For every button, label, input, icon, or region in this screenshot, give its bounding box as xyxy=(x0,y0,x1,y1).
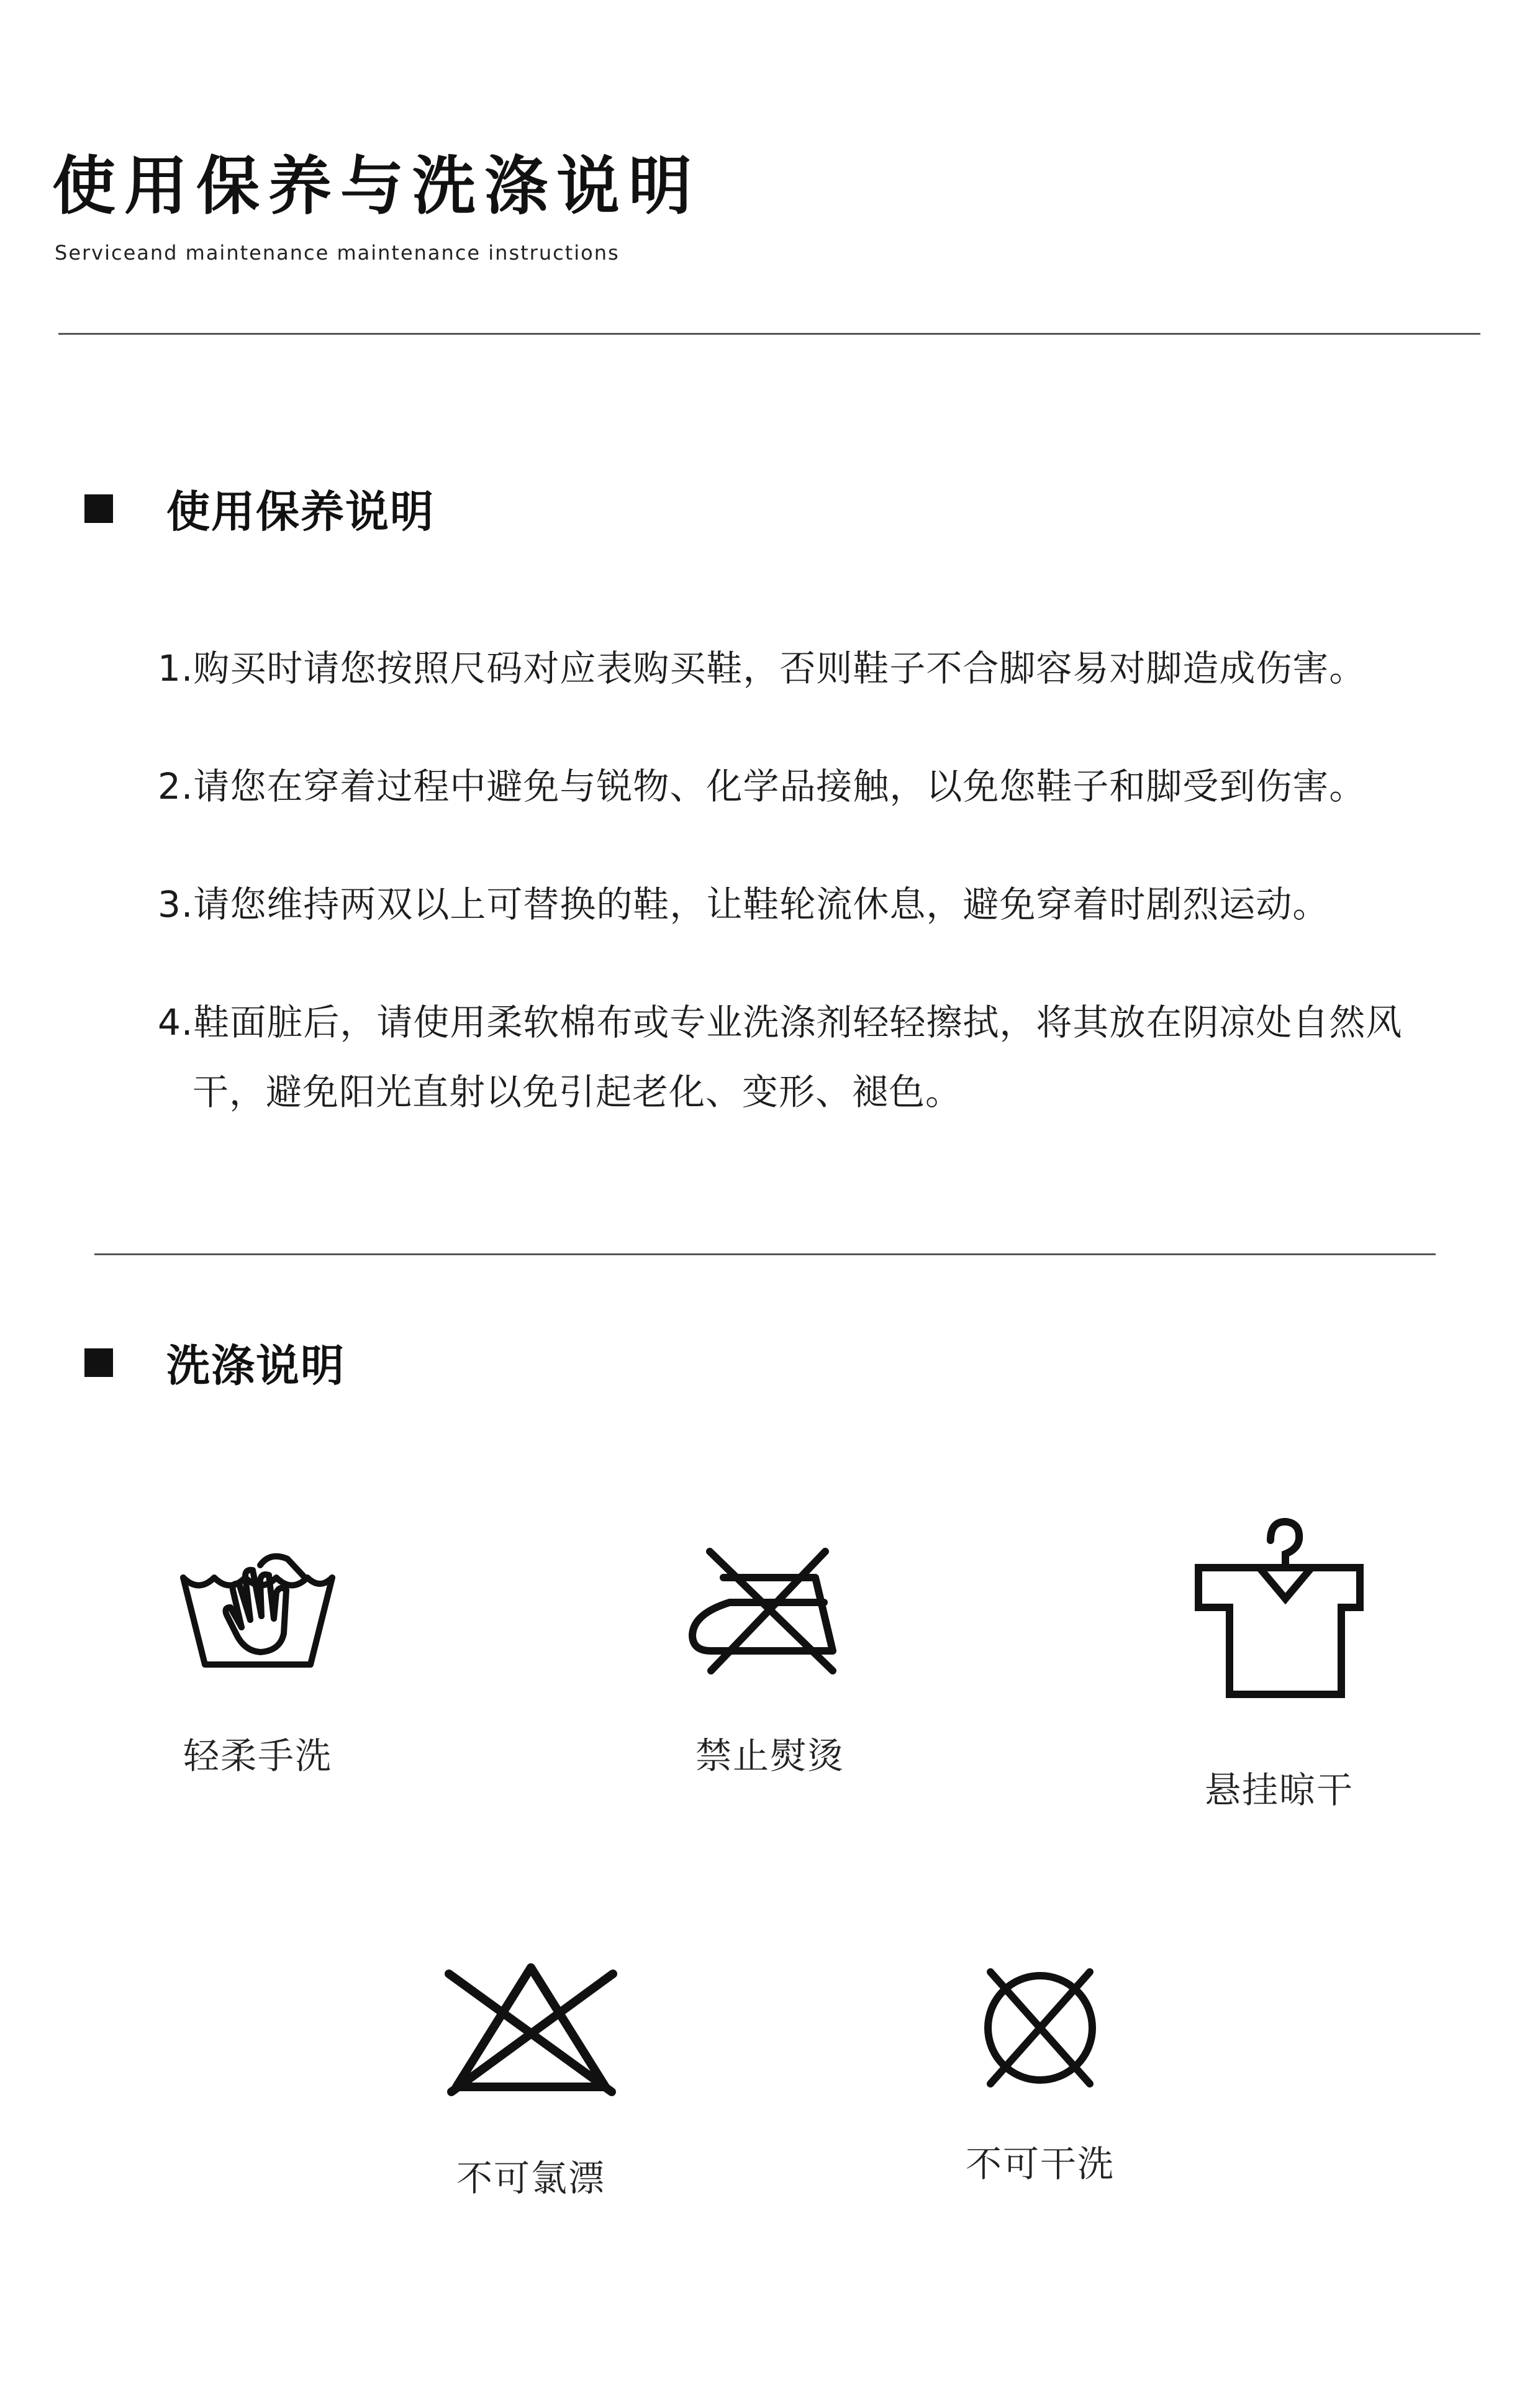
wash-heading-label: 洗涤说明 xyxy=(166,1340,345,1391)
no-bleach-label: 不可氯漂 xyxy=(456,2157,605,2199)
wash-symbol-no-iron xyxy=(640,1540,900,1779)
hang-dry-icon xyxy=(1192,1515,1366,1702)
wash-symbol-no-dry-clean xyxy=(910,1966,1171,2187)
hang-dry-label: 悬挂晾干 xyxy=(1204,1769,1354,1811)
care-heading-label: 使用保养说明 xyxy=(166,486,435,537)
list-item: 1.购买时请您按照尺码对应表购买鞋，否则鞋子不合脚容易对脚造成伤害。 xyxy=(158,647,1366,689)
no-dry-clean-label: 不可干洗 xyxy=(965,2143,1115,2185)
hand-wash-icon xyxy=(177,1540,338,1677)
divider-middle xyxy=(94,1253,1436,1255)
list-item: 2.请您在穿着过程中避免与锐物、化学品接触，以免您鞋子和脚受到伤害。 xyxy=(158,765,1366,807)
page-subtitle: Serviceand maintenance maintenance instructions xyxy=(55,241,620,265)
wash-symbol-no-bleach xyxy=(401,1956,661,2201)
divider-top xyxy=(58,333,1480,335)
no-bleach-icon xyxy=(438,1956,624,2099)
care-section-heading xyxy=(84,477,435,540)
heading-bullet-icon xyxy=(84,1348,113,1377)
no-iron-label: 禁止熨烫 xyxy=(695,1735,845,1777)
wash-section-heading xyxy=(84,1331,345,1394)
wash-symbol-hang-dry xyxy=(1149,1515,1410,1813)
no-dry-clean-icon xyxy=(978,1966,1102,2090)
page-title: 使用保养与洗涤说明 xyxy=(52,150,700,224)
hand-wash-label: 轻柔手洗 xyxy=(183,1735,332,1777)
list-item: 3.请您维持两双以上可替换的鞋，让鞋轮流休息，避免穿着时剧烈运动。 xyxy=(158,883,1329,925)
wash-symbol-hand-wash xyxy=(127,1540,388,1779)
list-item: 4.鞋面脏后，请使用柔软棉布或专业洗涤剂轻轻擦拭，将其放在阴凉处自然风干，避免阳光直射以免引起老化、变形、褪色。 xyxy=(158,1001,1403,1113)
care-instructions-list xyxy=(158,634,1437,1127)
no-iron-icon xyxy=(686,1540,854,1677)
heading-bullet-icon xyxy=(84,494,113,523)
